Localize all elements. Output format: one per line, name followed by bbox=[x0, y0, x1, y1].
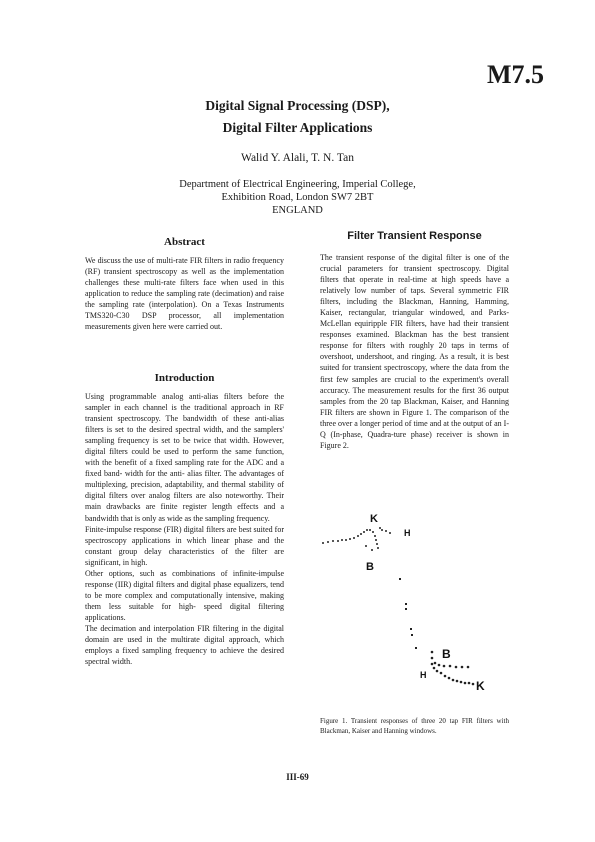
title-line-1: Digital Signal Processing (DSP), bbox=[205, 98, 390, 113]
label-b-bottom: B bbox=[442, 647, 451, 661]
affiliation-line-3: ENGLAND bbox=[272, 205, 323, 216]
affiliation-line-2: Exhibition Road, London SW7 2BT bbox=[221, 192, 374, 203]
abstract-paragraph: We discuss the use of multi-rate FIR filters in radio frequency (RF) transient spectroscopy as well as the implementation challenges these multi-rate filters face when used in this application to reduce the sampling rate (decimation) and raise the sampling rate (interpolation). On a Texas Instruments TMS320-C30 DSP processor, all implementation measurements given here were carried out. bbox=[85, 256, 284, 332]
introduction-paragraph-2: Finite-impulse response (FIR) digital filters are best suited for spectroscopy applications in which linear phase and the constant group delay characteristics of the filter are significant, in high. bbox=[85, 524, 284, 567]
filter-transient-body bbox=[320, 252, 509, 451]
page-number: III-69 bbox=[286, 772, 309, 782]
upper-dotted-trace bbox=[322, 527, 391, 551]
abstract-heading: Abstract bbox=[164, 236, 205, 248]
filter-transient-paragraph: The transient response of the digital filter is one of the crucial parameters for transient spectroscopy. Digital filters that operate in real-time at high speeds have a relatively low number of taps. Several symmetric FIR filters, including the Blackman, Hanning, Hamming, Kaiser, rectangular, triangular windowed, and Parks-McLellan equiripple FIR filters, have had their transient responses examined. Blackman has the best transient response for filters with roughly 20 taps in terms of overshoot, undershoot, and ringing. As a result, it is best suited for transient spectroscopy, where the data from the first few samples are crucial to the experiment's overall accuracy. The measurement results for the first 36 output samples from the 20 tap Blackman, Kaiser, and Hanning FIR filters are shown in Figure 1. The comparison of the three over a longer period of time and at the output of an I-Q (In-phase, Quadra-ture phase) receiver is shown in Figure 2. bbox=[320, 253, 509, 450]
label-k-top: K bbox=[370, 513, 378, 525]
introduction-paragraph-1: Using programmable analog anti-alias filters before the sampler in each channel is the traditional approach in RF transient spectroscopy. The bandwidth of these anti-alias filters is set to the desired spectral width, and the samplers' sampling frequency is set to be twice that width. However, digital filters could be used to perform the same function, with the benefit of a fixed sampling rate for the ADC and a fixed band- width for the anti- alias filter. The advantages of multiplexing, precision, adaptability, and thermal stability of digital filters over analog filters are also noteworthy. Their main drawbacks are finite register length effects and a bandwidth that is only as wide as the sampling frequency. bbox=[85, 392, 284, 523]
introduction-heading: Introduction bbox=[154, 372, 215, 384]
affiliation-line-1: Department of Electrical Engineering, Imperial College, bbox=[179, 179, 416, 190]
label-h-bottom: H bbox=[420, 670, 427, 680]
figure-1-caption: Figure 1. Transient responses of three 20 tap FIR filters with Blackman, Kaiser and Hanning windows. bbox=[320, 717, 509, 735]
label-k-bottom: K bbox=[476, 679, 485, 693]
introduction-paragraph-3: Other options, such as combinations of infinite-impulse response (IIR) digital filters and digital phase equalizers, tend to be more complex and computationally intensive, making them less suitable for high- speed digital filtering applications. bbox=[85, 568, 284, 622]
introduction-body bbox=[85, 391, 284, 667]
middle-scattered-samples bbox=[399, 578, 417, 649]
lower-dotted-trace bbox=[431, 651, 475, 686]
authors: Walid Y. Alali, T. N. Tan bbox=[241, 152, 354, 164]
title-line-2: Digital Filter Applications bbox=[222, 120, 373, 135]
filter-transient-heading: Filter Transient Response bbox=[347, 230, 482, 242]
figure-1-plot bbox=[320, 500, 509, 700]
label-b-top: B bbox=[366, 561, 374, 573]
abstract-body bbox=[85, 255, 284, 332]
label-h-top: H bbox=[404, 528, 411, 538]
affiliation bbox=[150, 178, 445, 217]
introduction-paragraph-4: The decimation and interpolation FIR filtering in the digital domain are used in the multirate digital approach, which employs a fixed sampling frequency to achieve the desired spectral width. bbox=[85, 623, 284, 667]
paper-code: M7.5 bbox=[486, 60, 544, 89]
